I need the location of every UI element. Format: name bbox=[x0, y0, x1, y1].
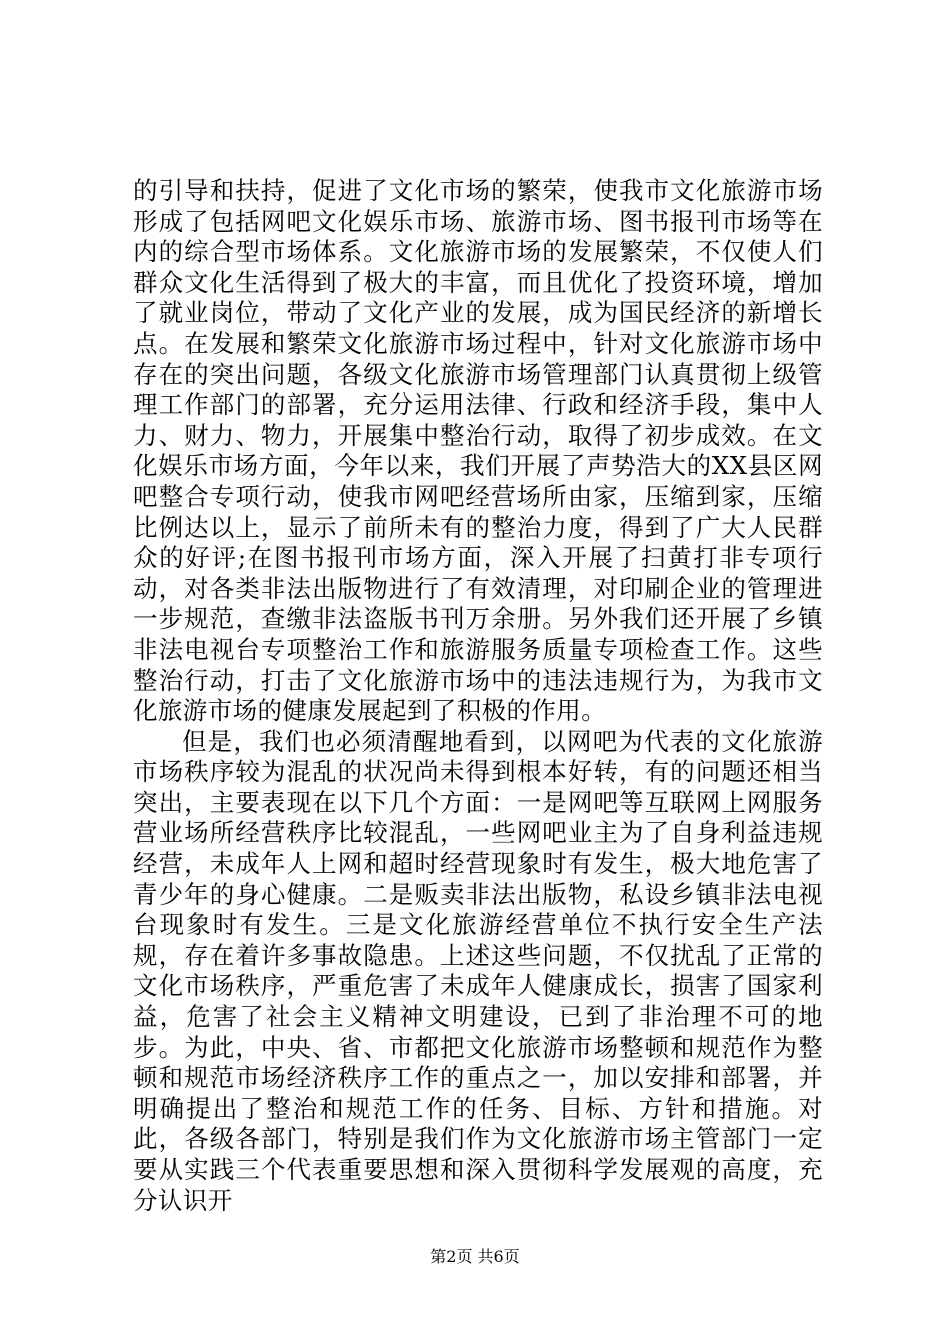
paragraph-1: 的引导和扶持，促进了文化市场的繁荣，使我市文化旅游市场形成了包括网吧文化娱乐市场、旅游市场、图书报刊市场等在内的综合型市场体系。文化旅游市场的发展繁荣，不仅使人们群众文化生活得到了极大的丰富，而且优化了投资环境，增加了就业岗位，带动了文化产业的发展，成为国民经济的新增长点。在发展和繁荣文化旅游市场过程中，针对文化旅游市场中存在的突出问题，各级文化旅游市场管理部门认真贯彻上级管理工作部门的部署，充分运用法律、行政和经济手段，集中人力、财力、物力，开展集中整治行动，取得了初步成效。在文化娱乐市场方面，今年以来，我们开展了声势浩大的XX县区网吧整合专项行动，使我市网吧经营场所由家，压缩到家，压缩比例达以上，显示了前所未有的整治力度，得到了广大人民群众的好评;在图书报刊市场方面，深入开展了扫黄打非专项行动，对各类非法出版物进行了有效清理，对印刷企业的管理进一步规范，查缴非法盗版书刊万余册。另外我们还开展了乡镇非法电视台专项整治工作和旅游服务质量专项检查工作。这些整治行动，打击了文化旅游市场中的违法违规行为，为我市文化旅游市场的健康发展起到了积极的作用。 bbox=[133, 176, 823, 726]
paragraph-2: 但是，我们也必须清醒地看到，以网吧为代表的文化旅游市场秩序较为混乱的状况尚未得到根本好转，有的问题还相当突出，主要表现在以下几个方面：一是网吧等互联网上网服务营业场所经营秩序比较混乱，一些网吧业主为了自身利益违规经营，未成年人上网和超时经营现象时有发生，极大地危害了青少年的身心健康。二是贩卖非法出版物，私设乡镇非法电视台现象时有发生。三是文化旅游经营单位不执行安全生产法规，存在着许多事故隐患。上述这些问题，不仅扰乱了正常的文化市场秩序，严重危害了未成年人健康成长，损害了国家利益，危害了社会主义精神文明建设，已到了非治理不可的地步。为此，中央、省、市都把文化旅游市场整顿和规范作为整顿和规范市场经济秩序工作的重点之一，加以安排和部署，并明确提出了整治和规范工作的任务、目标、方针和措施。对此，各级各部门，特别是我们作为文化旅游市场主管部门一定要从实践三个代表重要思想和深入贯彻科学发展观的高度，充分认识开 bbox=[133, 726, 823, 1215]
page-footer: 第2页 共6页 bbox=[430, 1247, 520, 1266]
body-text bbox=[133, 176, 823, 1216]
